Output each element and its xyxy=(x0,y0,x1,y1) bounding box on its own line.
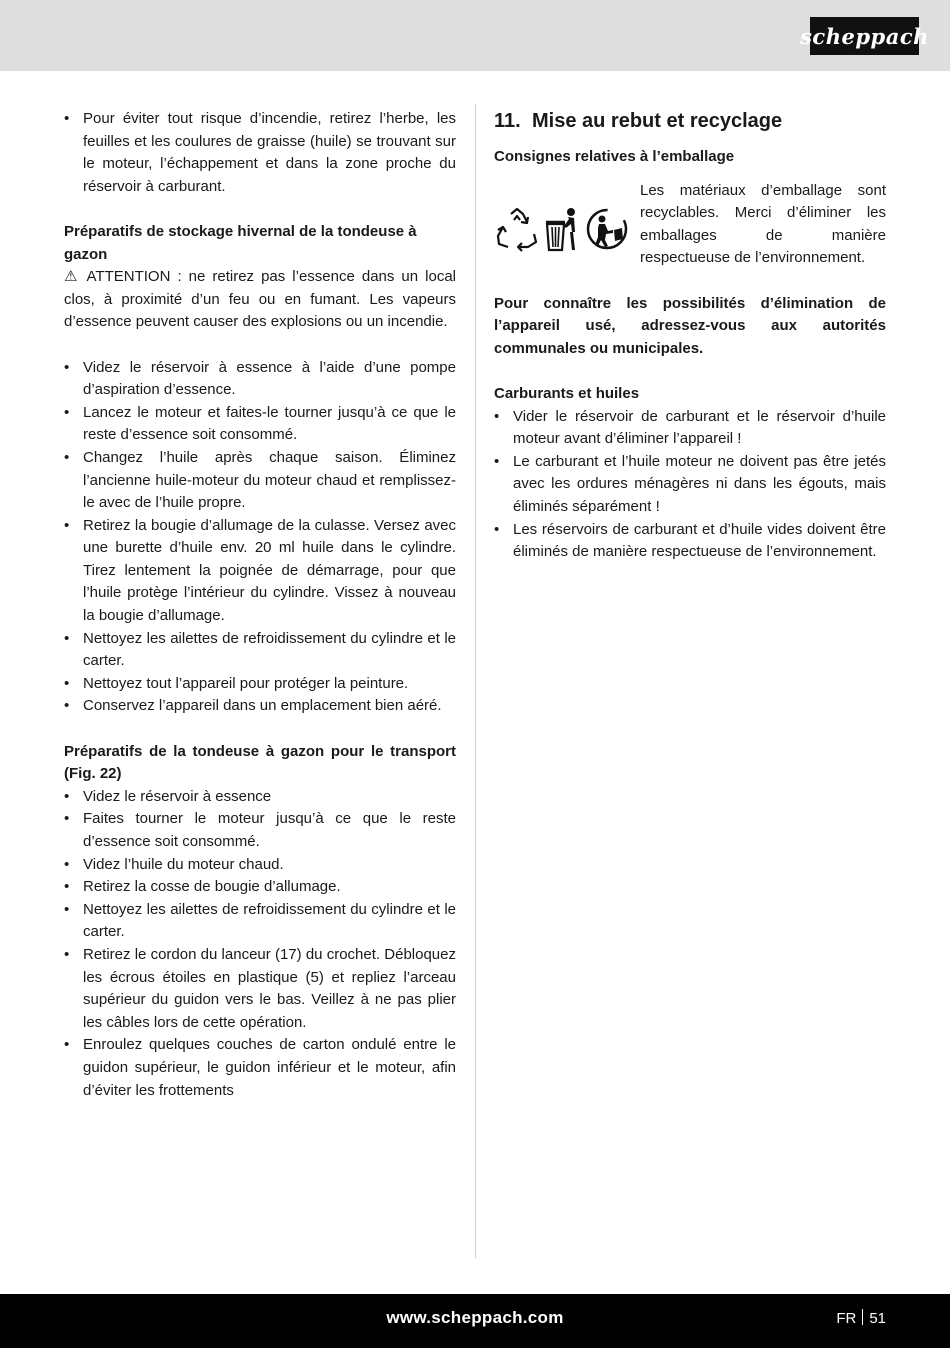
winter-bullet-list xyxy=(64,357,456,719)
page-indicator xyxy=(836,1309,886,1327)
disposal-notice: Pour connaître les possibilités d’élimination de l’appareil usé, adressez-vous aux autorités communales ou municipales. xyxy=(494,294,886,357)
list-item: • Nettoyez les ailettes de refroidissement du cylindre et le carter. xyxy=(64,899,456,944)
list-item: • Conservez l’appareil dans un emplacement bien aéré. xyxy=(64,695,456,718)
packaging-heading: Consignes relatives à l’emballage xyxy=(494,148,735,165)
left-column xyxy=(64,108,456,1102)
page-footer xyxy=(0,1294,950,1348)
list-item: • Pour éviter tout risque d’incendie, retirez l’herbe, les feuilles et les coulures de graisse (huile) se trouvant sur le moteur, l’échappement et dans la zone proche du réservoir à carburant. xyxy=(64,108,456,198)
intro-bullet-list xyxy=(64,108,456,198)
fuels-bullet-list xyxy=(494,406,886,564)
page-header xyxy=(0,0,950,71)
trash-bin-icon xyxy=(544,206,580,252)
brand-logo: scheppach xyxy=(810,17,919,55)
fuels-heading: Carburants et huiles xyxy=(494,384,640,402)
list-item: • Vider le réservoir de carburant et le réservoir d’huile moteur avant d’éliminer l’appareil ! xyxy=(494,406,886,451)
warning-icon: ⚠ xyxy=(64,268,81,286)
list-item: • Videz le réservoir à essence xyxy=(64,786,456,809)
list-item: • Nettoyez les ailettes de refroidissement du cylindre et le carter. xyxy=(64,628,456,673)
packaging-text: Les matériaux d’emballage sont recyclables. Merci d’éliminer les emballages de manière respectueuse de l’environnement. xyxy=(640,181,886,267)
list-item: • Le carburant et l’huile moteur ne doivent pas être jetés avec les ordures ménagères ni dans les égouts, mais éliminés séparément ! xyxy=(494,451,886,519)
recycle-icon xyxy=(494,206,540,252)
list-item: • Faites tourner le moteur jusqu’à ce que le reste d’essence soit consommé. xyxy=(64,808,456,853)
winter-storage-heading: Préparatifs de stockage hivernal de la tondeuse à gazon xyxy=(64,222,417,263)
list-item: • Enroulez quelques couches de carton ondulé entre le guidon supérieur, le guidon inférieur et le moteur, afin d’éviter les frottements xyxy=(64,1034,456,1102)
section-title xyxy=(494,108,886,134)
list-item: • Nettoyez tout l’appareil pour protéger la peinture. xyxy=(64,673,456,696)
warning-paragraph xyxy=(64,266,456,334)
transport-bullet-list xyxy=(64,786,456,1102)
list-item: • Retirez la cosse de bougie d’allumage. xyxy=(64,876,456,899)
packaging-icons xyxy=(494,180,640,270)
list-item: • Les réservoirs de carburant et d’huile vides doivent être éliminés de manière respectueuse de l’environnement. xyxy=(494,519,886,564)
transport-heading: Préparatifs de la tondeuse à gazon pour le transport (Fig. 22) xyxy=(64,742,456,783)
language-code: FR xyxy=(836,1310,857,1327)
right-column xyxy=(494,108,886,564)
website-link[interactable]: www.scheppach.com xyxy=(386,1308,564,1327)
column-divider xyxy=(475,104,476,1258)
section-number: 11. xyxy=(494,110,521,132)
warning-text: ATTENTION : ne retirez pas l’essence dans un local clos, à proximité d’un feu ou en fumant. Les vapeurs d’essence peuvent causer des explosions ou un incendie. xyxy=(64,268,457,331)
list-item: • Videz le réservoir à essence à l’aide d’une pompe d’aspiration d’essence. xyxy=(64,357,456,402)
section-title-text: Mise au rebut et recyclage xyxy=(532,110,783,132)
list-item: • Retirez le cordon du lanceur (17) du crochet. Débloquez les écrous étoiles en plastique (5) et repliez l’arceau supérieur du guidon vers le bas. Veillez à ne pas plier les câbles lors de cette opération. xyxy=(64,944,456,1034)
list-item: • Lancez le moteur et faites-le tourner jusqu’à ce que le reste d’essence soit consommé. xyxy=(64,402,456,447)
list-item: • Retirez la bougie d’allumage de la culasse. Versez avec une burette d’huile env. 20 ml huile dans le cylindre. Tirez lentement la poignée de démarrage, pour que l’huile protège l’intérieur du cylindre. Vissez à nouveau la bougie d’allumage. xyxy=(64,515,456,628)
page-number: 51 xyxy=(869,1310,886,1327)
packaging-block xyxy=(494,180,886,270)
list-item: • Changez l’huile après chaque saison. Éliminez l’ancienne huile-moteur du moteur chaud et remplissez-le avec de l’huile propre. xyxy=(64,447,456,515)
list-item: • Videz l’huile du moteur chaud. xyxy=(64,854,456,877)
tidy-man-icon xyxy=(584,206,630,252)
